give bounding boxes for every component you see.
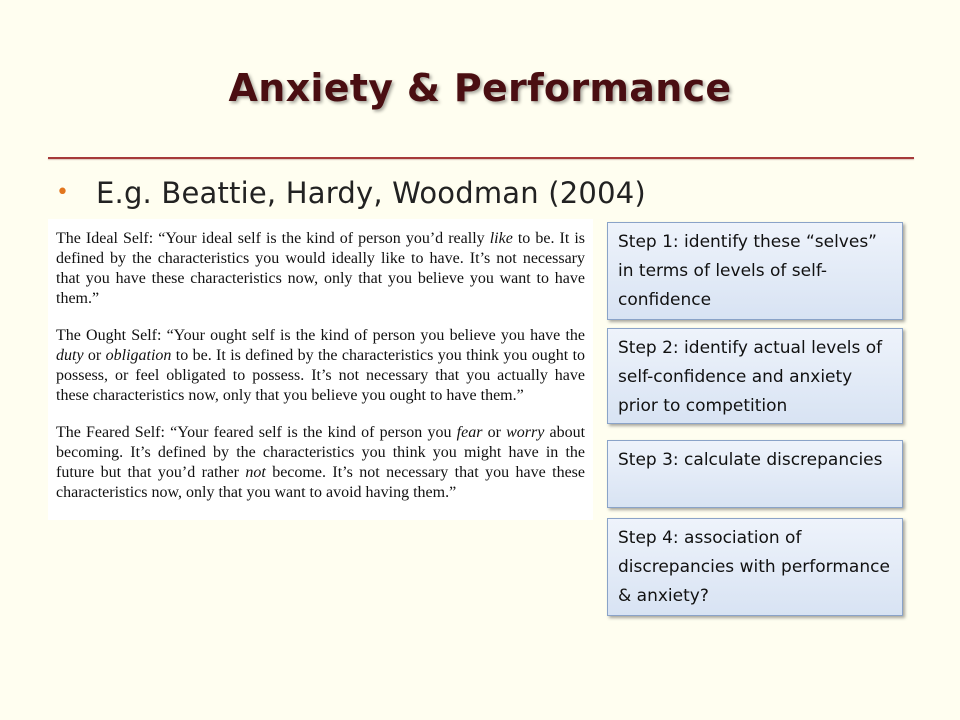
quote-emphasis: not — [245, 464, 266, 481]
step-3-box: Step 3: calculate discrepancies — [607, 440, 903, 508]
step-2-box: Step 2: identify actual levels of self-confidence and anxiety prior to competition — [607, 328, 903, 424]
quote-text: to be. It is defined by the characteristics you would ideally like to have. It’s not necessary that you have these characteristics now, only that you believe you want to have them.” — [56, 230, 586, 307]
quote-text: to be. It is defined by the characteristics you think you ought to possess, or feel obligated to possess. It’s not necessary that you actually have these characteristics now, only that you believe you ought to have them.” — [56, 347, 586, 404]
quote-panel — [48, 219, 593, 520]
quote-emphasis: worry — [506, 424, 545, 441]
quote-emphasis: obligation — [105, 347, 172, 364]
quote-text: or — [83, 347, 106, 364]
quote-emphasis: duty — [56, 347, 84, 364]
slide-title: Anxiety & Performance — [228, 66, 732, 110]
quote-text: become. It’s not necessary that you have these characteristics now, only that you want to avoid having them.” — [56, 464, 585, 501]
quote-text: The Feared Self: “Your feared self is the kind of person you — [56, 424, 457, 441]
quote-text: or — [482, 424, 507, 441]
quote-emphasis: like — [489, 230, 513, 247]
step-1-box: Step 1: identify these “selves” in terms of levels of self-confidence — [607, 222, 903, 320]
step-4-box: Step 4: association of discrepancies with performance & anxiety? — [607, 518, 903, 616]
title-divider — [48, 157, 914, 159]
bullet-icon: • — [56, 180, 69, 205]
bullet-item — [56, 176, 646, 210]
quote-text: The Ideal Self: “Your ideal self is the kind of person you’d really — [56, 230, 490, 247]
ideal-self-quote — [56, 229, 585, 309]
feared-self-quote — [56, 423, 585, 503]
quote-text: The Ought Self: “Your ought self is the kind of person you believe you have the — [56, 327, 585, 344]
quote-emphasis: fear — [456, 424, 483, 441]
ought-self-quote — [56, 326, 585, 406]
bullet-text: E.g. Beattie, Hardy, Woodman (2004) — [96, 176, 646, 210]
quote-text: about becoming. It’s defined by the characteristics you think you might have in the future but that you’d rather — [56, 424, 586, 481]
